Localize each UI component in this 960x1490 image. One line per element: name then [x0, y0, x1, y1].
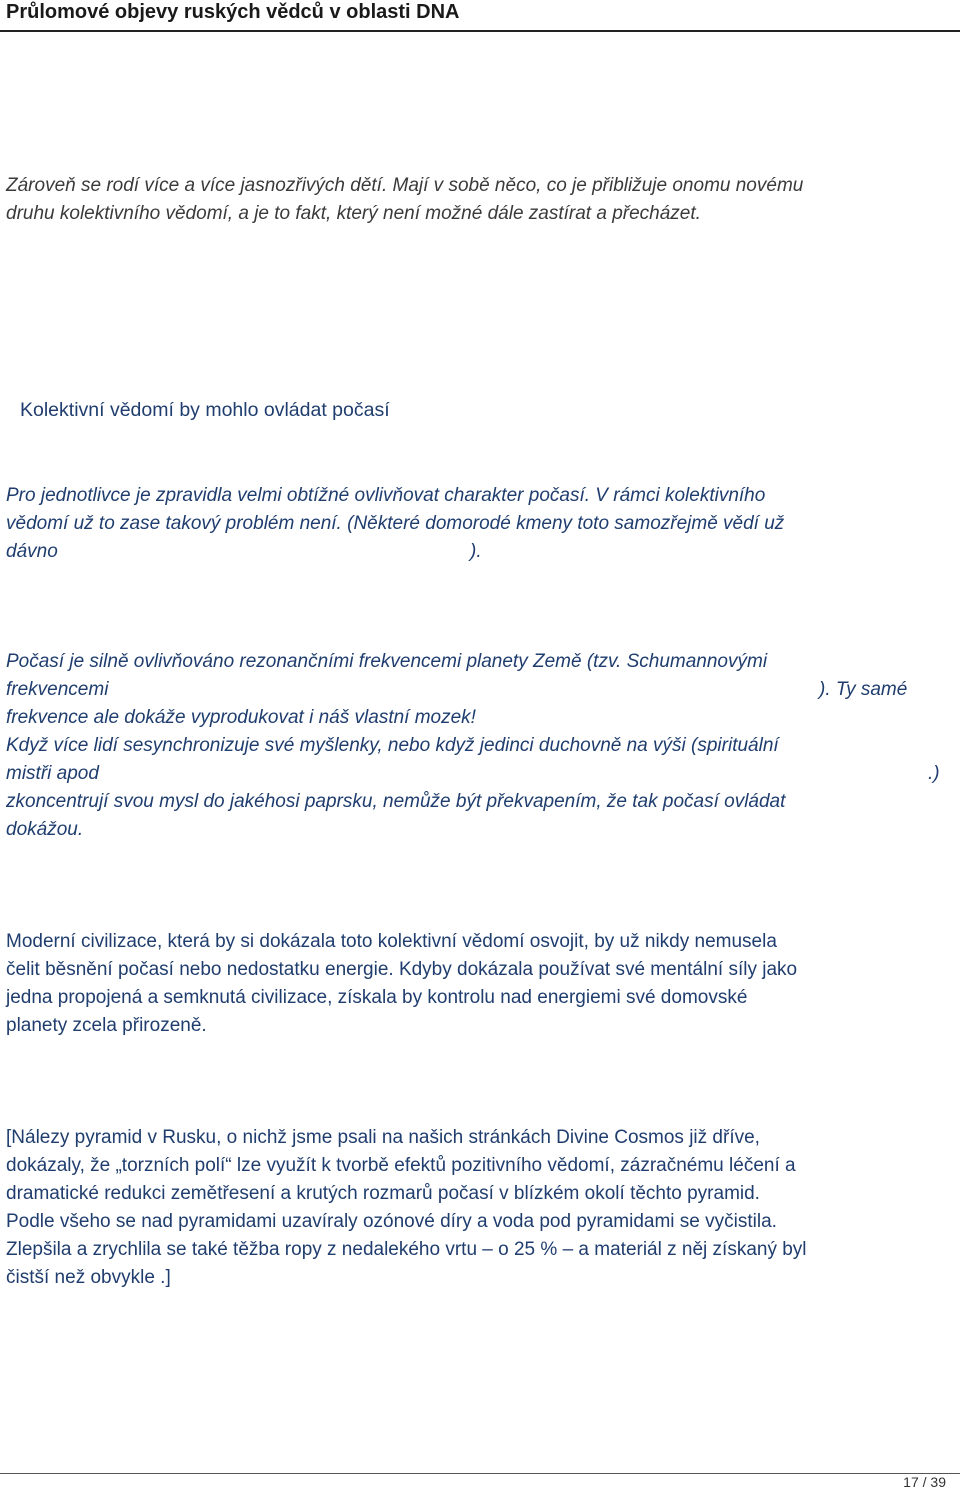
paragraph-2-line-3-end: ).: [470, 541, 482, 562]
paragraph-3-line-1: Počasí je silně ovlivňováno rezonančními frekvencemi planety Země (tzv. Schumannovými: [6, 651, 768, 672]
paragraph-3-line-5-end: .): [928, 763, 940, 784]
page-number: 17 / 39: [903, 1474, 946, 1490]
paragraph-5-line-5: Zlepšila a zrychlila se také těžba ropy z nedalekého vrtu – o 25 % – a materiál z něj získaný byl: [6, 1239, 807, 1260]
paragraph-5-line-2: dokázaly, že „torzních polí“ lze využít k tvorbě efektů pozitivního vědomí, zázračnému léčení a: [6, 1155, 796, 1176]
paragraph-3-line-2-start: frekvencemi: [6, 679, 109, 700]
paragraph-1-line-2: druhu kolektivního vědomí, a je to fakt, který není možné dále zastírat a přecházet.: [6, 203, 701, 224]
page-header-title: Průlomové objevy ruských vědců v oblasti DNA: [6, 1, 460, 23]
section-heading: Kolektivní vědomí by mohlo ovládat počasí: [20, 399, 390, 421]
paragraph-4-line-2: čelit běsnění počasí nebo nedostatku energie. Kdyby dokázala používat své mentální síly jako: [6, 959, 798, 980]
paragraph-4-line-1: Moderní civilizace, která by si dokázala toto kolektivní vědomí osvojit, by už nikdy nemusela: [6, 931, 777, 952]
paragraph-3-line-5-start: mistři apod: [6, 763, 99, 784]
footer-divider: [0, 1473, 960, 1474]
paragraph-2-line-1: Pro jednotlivce je zpravidla velmi obtížné ovlivňovat charakter počasí. V rámci kolektivního: [6, 485, 766, 506]
paragraph-3-line-4: Když více lidí sesynchronizuje své myšlenky, nebo když jedinci duchovně na výši (spirituální: [6, 735, 779, 756]
paragraph-5-line-3: dramatické redukci zemětřesení a krutých rozmarů počasí v blízkém okolí těchto pyramid.: [6, 1183, 760, 1204]
paragraph-2-line-3-start: dávno: [6, 541, 58, 562]
paragraph-3-line-2-end: ). Ty samé: [819, 679, 908, 700]
paragraph-3-line-6: zkoncentrují svou mysl do jakéhosi paprsku, nemůže být překvapením, že tak počasí ovládat: [6, 791, 786, 812]
paragraph-4-line-3: jedna propojená a semknutá civilizace, získala by kontrolu nad energiemi své domovské: [6, 987, 748, 1008]
paragraph-4-line-4: planety zcela přirozeně.: [6, 1015, 207, 1036]
paragraph-3-line-7: dokážou.: [6, 819, 84, 840]
paragraph-5-line-1: [Nálezy pyramid v Rusku, o nichž jsme psali na našich stránkách Divine Cosmos již dříve,: [6, 1127, 760, 1148]
paragraph-2-line-2: vědomí už to zase takový problém není. (Některé domorodé kmeny toto samozřejmě vědí už: [6, 513, 785, 534]
paragraph-1-line-1: Zároveň se rodí více a více jasnozřivých dětí. Mají v sobě něco, co je přibližuje onomu novému: [6, 175, 804, 196]
header-divider: [0, 30, 960, 32]
paragraph-5-line-4: Podle všeho se nad pyramidami uzavíraly ozónové díry a voda pod pyramidami se vyčistila.: [6, 1211, 777, 1232]
paragraph-3-line-3: frekvence ale dokáže vyprodukovat i náš vlastní mozek!: [6, 707, 476, 728]
paragraph-5-line-6: čistší než obvykle .]: [6, 1267, 171, 1288]
